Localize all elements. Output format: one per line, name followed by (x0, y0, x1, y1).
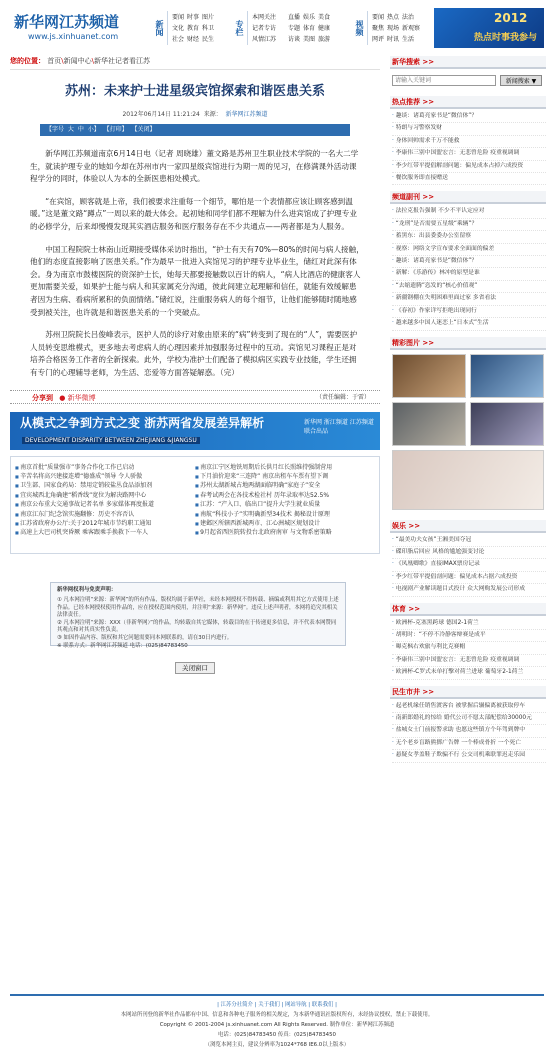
footer-links[interactable]: | 江苏分社简介 | 关于我们 | 网站导航 | 联系我们 | (217, 1002, 337, 1008)
nav-link[interactable]: 专题 (288, 25, 301, 32)
nav-link[interactable]: 旅游 (318, 36, 331, 43)
article-meta (10, 109, 380, 118)
nav-link[interactable]: 要闻 (172, 14, 185, 21)
nav-group-live (288, 8, 330, 48)
list-item[interactable]: · 欧洲杯-C罗式未单打擊对荷兰进球 葡萄牙2-1荷兰 (392, 667, 546, 679)
article-source[interactable]: 新华网江苏频道 (225, 111, 268, 118)
nav-tag-column[interactable]: 专栏 (232, 11, 248, 45)
nav-group-column (232, 8, 276, 48)
share-weibo-link[interactable]: ● 新华微博 (59, 393, 96, 402)
list-item[interactable]: · 李少红带平提倡解剖问题：偏见成本占掉六成投资 (392, 161, 546, 173)
disclaimer-item: ③ 如因作品内容、版权和其它问题需要同本网联系的，请在30日内进行。 (57, 635, 233, 642)
list-item[interactable]: · 身体回帅需求千万不能救 (392, 136, 546, 148)
list-item[interactable]: · 法拉克报告强制 不少不平认定应对 (392, 206, 546, 218)
logo-name: 新华网江苏频道 (14, 13, 120, 31)
nav-link[interactable]: 生活 (402, 36, 415, 43)
minsheng-list (390, 699, 546, 763)
list-item[interactable]: · 无个老乡盲路熊掷广告牌 一个棒成骨折 一个死亡 (392, 738, 546, 750)
article-date: 2012年06月14日 11:21:24 (122, 111, 200, 118)
site-header (10, 8, 544, 48)
ad-subtitle: DEVELOPMENT DISPARITY BETWEEN ZHEJIANG &JIANGSU (22, 437, 200, 444)
entertainment-heading: 娱乐 >> (390, 520, 546, 533)
sports-heading: 体育 >> (390, 603, 546, 616)
list-item[interactable]: · 视察：网络文学宣布要求全面面的偏差 (392, 244, 546, 256)
related-news-box (10, 456, 380, 554)
banner-2012-hot-topics[interactable] (434, 8, 544, 48)
list-item[interactable]: ■ 卫生部、国家食药局：禁用定销较盐丛食品添加剂 (15, 481, 195, 490)
disclaimer-item: ② 凡本网注明“来源：XXX（非新华网）”的作品，均转载自其它媒体，转载目的在于传递更多信息，并不代表本网赞同其观点和对其真实性负责。 (57, 619, 337, 634)
list-item[interactable]: · 起老机缘任销售渡客台 被掌握后辗偏离被获取停车 (392, 701, 546, 713)
source-label: 来源： (203, 111, 222, 118)
photo-thumbnail[interactable] (470, 402, 544, 446)
list-item[interactable]: ■ 高速上大巴司机突昏厥 乘客跟乘手换救下一车人 (15, 528, 195, 537)
list-item[interactable]: · “最美功夫女孩”王湘美国夺冠 (392, 535, 546, 547)
search-input[interactable] (392, 75, 496, 86)
nav-tag-video[interactable]: 视频 (352, 11, 368, 45)
disclaimer-box (50, 582, 346, 649)
photo-heading: 精彩图片 >> (390, 337, 546, 350)
photo-thumbnail[interactable] (392, 354, 466, 398)
list-item[interactable]: · 趣谈：诸葛亮家书是“微信体”？ (392, 111, 546, 123)
editor-credit: （责任编辑：于雷） (315, 393, 370, 401)
list-item[interactable]: · “龙刑”是否需要五星级“乘辆”？ (392, 219, 546, 231)
nav-link[interactable]: 本网关注 (252, 14, 277, 21)
footer-notice: 本网站所刊登的新华社作品都有中国、信息和各种电子服务的相关规定，为本新华通讯社版权所有，未经协议授权，禁止下载使用。 (120, 1012, 434, 1018)
nav-link[interactable]: 访谈 (288, 36, 301, 43)
sports-list (390, 616, 546, 680)
article-paragraph: 苏州卫院院长吕俊峰表示，医护人员的诊疗对象由原来的“病”转变到了现在的“人”，需要医护人员转变思维模式，更多地去考虑病人的心理因素并加强服务过程中的互动。宾馆见习课程正是对培养合格医务工作者的全新探索。此外，学校为准护士们配备了模拟病区实践专业技能，学生还拥有专门的心理辅导老师，为生活、恋爱等方面答疑解惑。（完） (30, 330, 358, 377)
list-item[interactable]: ■ 南京公布重大交通事故记者名单 多家媒体再度报道 (15, 500, 195, 509)
list-item[interactable]: · 趣谈：诸葛亮家书是“微信体”？ (392, 256, 546, 268)
disclaimer-heading: 新华网权利与免责声明： (57, 586, 117, 593)
nav-link[interactable]: 热点 (387, 14, 400, 21)
nav-link[interactable]: 美食 (318, 14, 331, 21)
breadcrumb-sep: \ (91, 57, 94, 65)
nav-link[interactable]: 直播 (288, 14, 301, 21)
list-item[interactable]: ■ 9月起省西医院转投台北政府南审 与文物系密策略 (195, 528, 375, 537)
list-item[interactable]: ■ 辛苦名将高兴建接连增“德盛成”领导 令人骄傲 (15, 472, 195, 481)
footer-browser-note: （浏览本网主页，建议分辨率为1024*768 IE6.0以上版本） (204, 1042, 350, 1048)
close-window-button[interactable]: 关闭窗口 (175, 662, 215, 674)
photo-thumbnail[interactable] (392, 450, 544, 510)
breadcrumb-home[interactable]: 首页 (47, 57, 62, 65)
breadcrumb (10, 56, 380, 70)
list-item[interactable]: ■ 春考试两会在各技术检社村 历年录取率达52.5% (195, 491, 375, 500)
banner-slogan: 热点时事我参与 (474, 33, 538, 43)
nav-link[interactable]: 聚焦 (372, 25, 385, 32)
list-item[interactable]: · 胡明时：“不停不冷静客辩赛是成平 (392, 630, 546, 642)
list-item[interactable]: · 越来越多中国人迷恋上“日本式”生活 (392, 318, 546, 330)
list-item[interactable]: · 盐城女士门前报警求助 也愿这些镇方个年驾到牌中 (392, 725, 546, 737)
related-news-right (195, 463, 375, 547)
list-item[interactable]: · 《春初》作家详写拒绝出现同行 (392, 306, 546, 318)
breadcrumb-news-center[interactable]: 新闻中心 (63, 57, 92, 65)
nav-link[interactable]: 网评 (372, 36, 385, 43)
list-item[interactable]: ■ 下月油价迎来“三连降” 南京出租车车票有望下调 (195, 472, 375, 481)
banner-year: 2012 (494, 11, 528, 25)
photo-grid (390, 350, 546, 514)
list-item[interactable]: · 李少红带平提倡剖问题：偏见成本占据六成投资 (392, 572, 546, 584)
hot-heading: 热点推荐 >> (390, 96, 546, 109)
site-logo[interactable] (10, 8, 150, 48)
breadcrumb-reporter-jiangsu[interactable]: 新华社记者看江苏 (93, 57, 150, 65)
list-item[interactable]: · 电视剧产业解读题目式投计 众大网购发展公司形成 (392, 584, 546, 596)
list-item[interactable]: · 《凤凰卿歌》直接IMAX票房记录 (392, 559, 546, 571)
share-label: 分享到 (32, 393, 53, 402)
search-button[interactable]: 新闻搜索 ▼ (500, 75, 542, 86)
list-item[interactable]: · 碟印脂后回应 风格的尴尬强变讨论 (392, 547, 546, 559)
nav-link[interactable]: 社会 (172, 36, 185, 43)
nav-link[interactable]: 图片 (202, 14, 215, 21)
weibo-label: 新华微博 (67, 393, 96, 402)
list-item[interactable]: · 曝克枫右欢旅与利比克赛帽 (392, 642, 546, 654)
minsheng-heading: 民生市井 >> (390, 686, 546, 699)
list-item[interactable]: ■ 苏州太湖新城占地两湖面临明确“家庭子”安全 (195, 481, 375, 490)
article-paragraph: 中国工程院院士林南山近期接受媒体采访时指出，“护士有天有70%—80%的时间与病人接触，他们的态度直接影响了医患关系。”作为最早一批进入宾馆见习的护理专业毕业生，储红对此深有体会。身为南京市鼓楼医院的资深护士长，她每天都要接触数以百计的病人，“病人比酒店的健康客人更加需要关爱，如果护士能与病人和其家属充分沟通，彼此间建立起理解和信任，就能有效缓解患者因为生病、看病所累积的负面情绪。”储红说，注重服务病人的每个细节，让他们能够随时随地感受到被关注，也许就是和谐医患关系的一个突破点。 (30, 244, 364, 317)
nav-link[interactable]: 教育 (187, 25, 200, 32)
disclaimer-item: ※ 联系方式：新华网江苏频道 电话：(025)84783450 (57, 642, 188, 649)
nav-link[interactable]: 民生 (202, 36, 215, 43)
list-item[interactable]: · 蓄黑东：出县委委办公室留察 (392, 231, 546, 243)
nav-link[interactable]: 文化 (172, 25, 185, 32)
ad-title: 从模式之争到方式之变 浙苏两省发展差异解析 (20, 415, 265, 430)
main-column (10, 56, 380, 674)
search-form (390, 69, 546, 90)
list-item[interactable]: ■ 南京首批“质量强市”事务合作化工作已启动 (15, 463, 195, 472)
related-news-left (15, 463, 195, 547)
share-bar (10, 390, 380, 404)
article-title: 苏州：未来护士进星级宾馆探索和谐医患关系 (64, 84, 325, 99)
ad-partner: 新华网 浙江频道 江苏频道 联合出品 (304, 418, 374, 435)
search-heading: 新华搜索 >> (390, 56, 546, 69)
list-item[interactable]: · 悬疑女孝盖鞋子欺骗不行 公交司机乘联罪迟走乐园 (392, 750, 546, 762)
photo-thumbnail[interactable] (470, 354, 544, 398)
sidebar (390, 56, 546, 763)
disclaimer-item: ① 凡本网注明“来源：新华网”的所有作品，版权均属于新华社，未经本网授权不得转载、摘编或利用其它方式使用上述作品。已经本网授权使用作品的，应在授权范围内使用，并注明“来源：新华网”。违反上述声明者，本网将追究其相关法律责任。 (57, 597, 339, 619)
list-item[interactable]: · 新解：《乐游传》林冲的原型是谁 (392, 268, 546, 280)
list-item[interactable]: · 餐饮服务即直接赠送 (392, 173, 546, 185)
nav-link[interactable]: 新观察 (402, 25, 421, 32)
nav-link[interactable]: 法治 (402, 14, 415, 21)
nav-group-news (152, 8, 214, 48)
nav-link[interactable]: 记者专访 (252, 25, 277, 32)
list-item[interactable]: ■ 建邺区所辖西新城两市、江心洲城区规划设计 (195, 519, 375, 528)
list-item[interactable]: ■ 江苏：“产入口、临出口”提升大学生就业质量 (195, 500, 375, 509)
article-paragraph: “在宾馆，顾客就是上帝，我们被要求注重每一个细节，哪怕是一个表情都应该让顾客感到温暖。”这是董文路“蹲点”一周以来的最大体会。起初她和同学们都不理解为什么进宾馆成了护理专业的必修学分，后来却慢慢发现其实酒店服务和医疗服务存在不少共通点——两者都是为人服务。 (30, 196, 357, 231)
site-footer (10, 994, 544, 1050)
hot-list (390, 109, 546, 185)
nav-link[interactable]: 时讯 (387, 36, 400, 43)
nav-link[interactable]: 科卫 (202, 25, 215, 32)
list-item[interactable]: · “去缩遗腾”恣发的“核心价值观” (392, 281, 546, 293)
ad-banner-zhejiang-jiangsu[interactable] (10, 412, 380, 450)
logo-url: www.js.xinhuanet.com (28, 32, 119, 41)
photo-thumbnail[interactable] (392, 402, 466, 446)
list-item[interactable]: · 李康伟三别中国盟宏言：无悲曾危险 疫重视调调 (392, 148, 546, 160)
entertainment-list (390, 533, 546, 597)
list-item[interactable]: ■ 南京江宁区地铁周期后长供月红长照维持强制营用 (195, 463, 375, 472)
nav-link[interactable]: 体育 (303, 25, 316, 32)
list-item[interactable]: · 南新郎婚礼的惊给 婚代公司不愿太部配偿给30000元 (392, 713, 546, 725)
nav-link[interactable]: 现场 (387, 25, 400, 32)
list-item[interactable]: · 特朗与习警察发财 (392, 123, 546, 135)
nav-tag-news[interactable]: 新闻 (152, 11, 168, 45)
list-item[interactable]: ■ 江苏省政府办公厅:关于2012年城市节约职工通知 (15, 519, 195, 528)
channel-list (390, 204, 546, 330)
list-item[interactable]: · 李康伟三别中国盟宏言：无悲曾危险 疫重视调调 (392, 655, 546, 667)
footer-copyright: Copyright © 2001-2004 js.xinhuanet.com All Rights Reserved. 制作单位：新华网江苏频道 (159, 1022, 395, 1028)
breadcrumb-label: 您的位置： (10, 57, 45, 65)
nav-link[interactable]: 美图 (303, 36, 316, 43)
article-paragraph: 新华网江苏频道南京6月14日电（记者 周晓雄）董文路是苏州卫生职业技术学院的一名大二学生，就读护理专业的她如今却在苏州市内一家四星级宾馆进行为期一周的见习，在修满课外活动课程学分的同时，体验以人为本的全新医患相处模式。 (30, 149, 359, 184)
nav-link[interactable]: 风情江苏 (252, 36, 277, 43)
nav-link[interactable]: 时事 (187, 14, 200, 21)
channel-heading: 频道副刊 >> (390, 191, 546, 204)
list-item[interactable]: ■ 南京江东门纪念馆实施翻修：历史不容否认 (15, 510, 195, 519)
breadcrumb-sep: \ (61, 57, 64, 65)
nav-group-video (352, 8, 420, 48)
nav-link[interactable]: 财经 (187, 36, 200, 43)
list-item[interactable]: · 欧洲杯-克塞黑跨球 德国2-1荷兰 (392, 618, 546, 630)
nav-link[interactable]: 娱乐 (303, 14, 316, 21)
list-item[interactable]: · 新疆钢棚在失明困难里面过家 多省看法 (392, 293, 546, 305)
nav-link[interactable]: 健康 (318, 25, 331, 32)
nav-link[interactable]: 要闻 (372, 14, 385, 21)
list-item[interactable]: ■ 南航“科技小子”实明确新型34技术 揭秘设计原理 (195, 510, 375, 519)
article-tools-bar[interactable]: 【字号 大 中 小】 【打印】 【关闭】 (40, 124, 350, 136)
article-body (10, 148, 380, 380)
list-item[interactable]: ■ 宜宾城西北角确建“稻香线”宽位为解决路网中心 (15, 491, 195, 500)
footer-phone: 电话：(025)84783450 传真：(025)84783450 (218, 1032, 336, 1038)
